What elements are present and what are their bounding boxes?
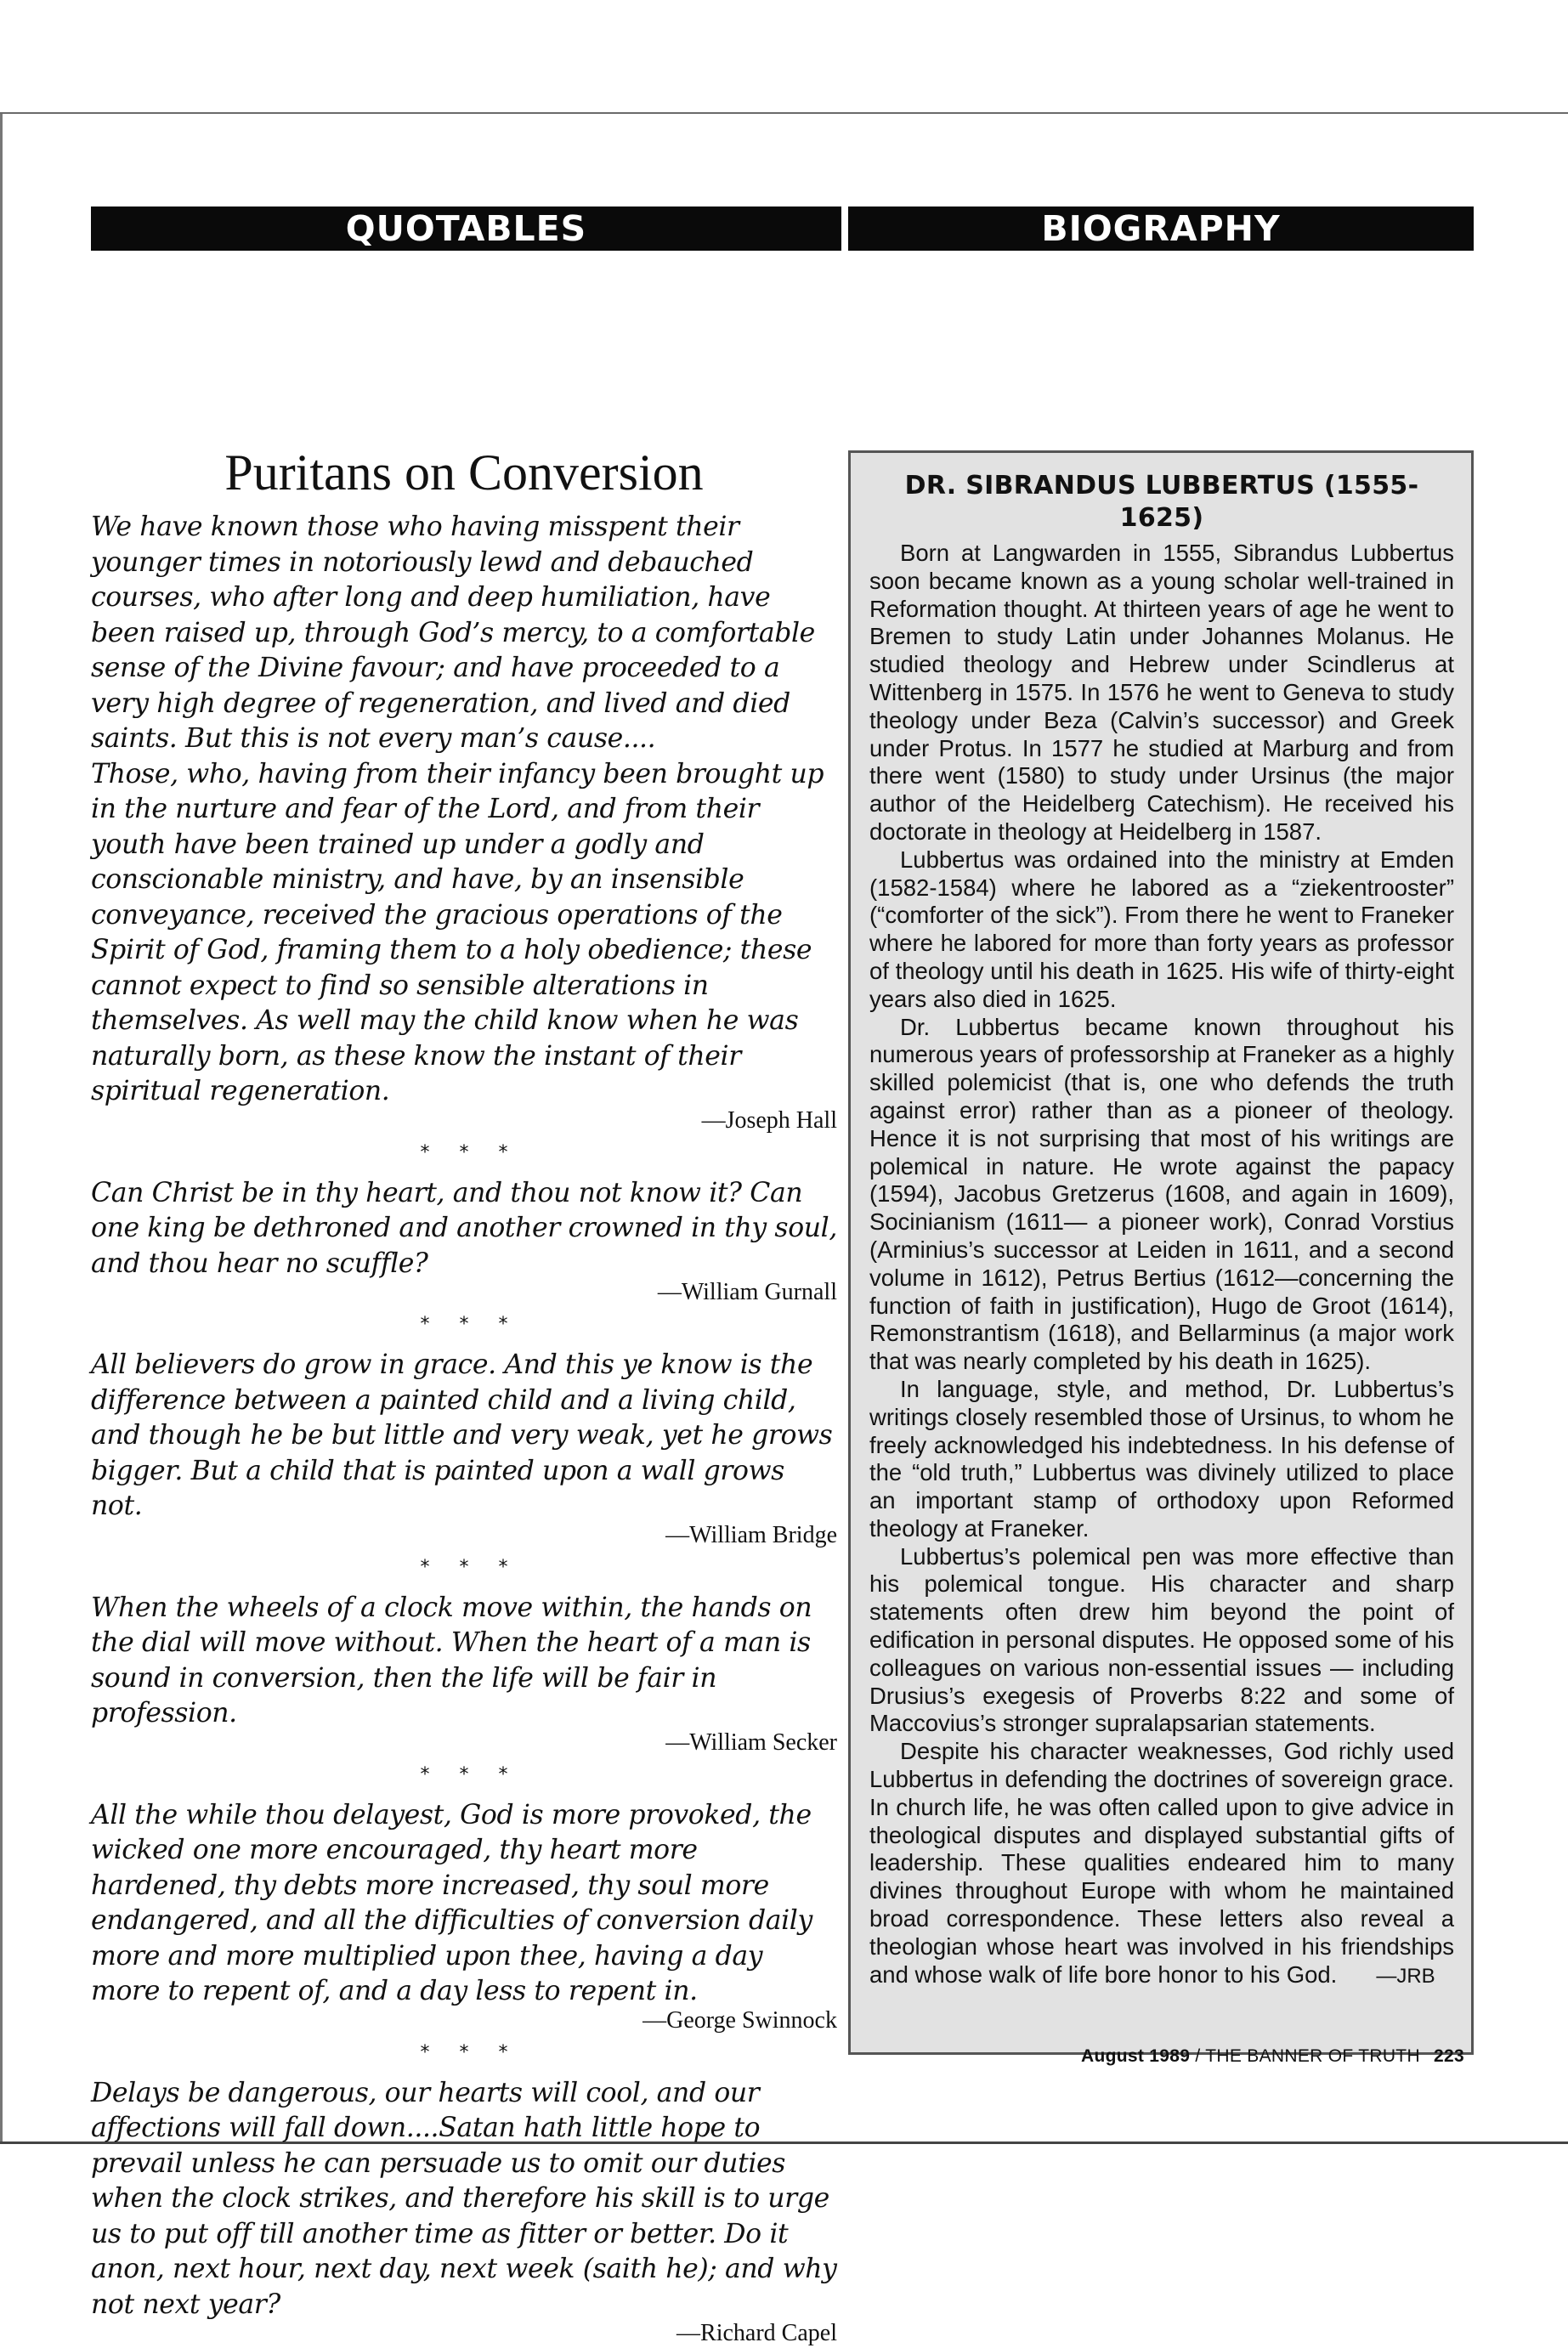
page-footer — [1081, 2046, 1464, 2067]
quotables-title: Puritans on Conversion — [91, 442, 837, 503]
quote-text: We have known those who having misspent their younger times in notoriously lewd and debauched courses, who after long and deep humiliation, have been raised up, through God’s mercy, to a comfortable sense of the Divine favour; and have proceeded to a very high degree of regeneration, and lived and died saints. But this is not every man’s cause.... — [91, 510, 837, 757]
quote-author: —William Secker — [91, 1728, 837, 1757]
issue-date: August 1989 — [1081, 2046, 1190, 2066]
page-edge-top — [0, 112, 1568, 114]
quote-author: —George Swinnock — [91, 2006, 837, 2035]
quote-william-bridge — [91, 1348, 837, 1550]
quote-william-secker — [91, 1591, 837, 1757]
biography-paragraph: Dr. Lubbertus became known throughout his numerous years of professorship at Franeker as a highly skilled polemicist (that is, one who defends the truth against error) rather than as a pioneer of theology. Hence it is not surprising that most of his writings are polemical in nature. He wrote against the papacy (1594), Jacobus Gretzerus (1608, and again in 1609), Socinianism (1611— a pioneer work), Conrad Vorstius (Arminius’s successor at Leiden in 1611, and a second volume in 1612), Petrus Bertius (1612—concerning the function of faith in justification), Hugo de Groot (1614), Remonstrantism (1618), and Bellarminus (a major work that was nearly completed by his death in 1625). — [869, 1014, 1454, 1376]
quote-separator: * * * — [91, 1762, 837, 1788]
biography-paragraph-text: Despite his character weaknesses, God richly used Lubbertus in defending the doctrines of sovereign grace. In church life, he was often called upon to give advice in theological disputes and displayed substantial gifts of leadership. These qualities endeared him to many divines throughout Europe with whom he maintained broad correspondence. These letters also reveal a theologian whose heart was involved in his friendships and whose walk of life bore honor to his God. — [869, 1738, 1454, 1987]
biography-paragraph: Lubbertus was ordained into the ministry at Emden (1582-1584) where he labored as a “ziekentrooster” (“comforter of the sick”). From there he went to Franeker where he labored for more than forty years as professor of theology until his death in 1625. His wife of thirty-eight years also died in 1625. — [869, 846, 1454, 1014]
biography-paragraph: Lubbertus’s polemical pen was more effective than his polemical tongue. His character and sharp statements often drew him beyond the point of edification in personal disputes. He opposed some of his colleagues on various non-essential issues — including Drusius’s exegesis of Proverbs 8:22 and some of Maccovius’s stronger supralapsarian statements. — [869, 1543, 1454, 1739]
page-edge-left — [0, 114, 3, 2141]
quote-separator: * * * — [91, 2040, 837, 2066]
quote-text: Delays be dangerous, our hearts will cool, and our affections will fall down....Satan hath little hope to prevail unless he can persuade us to omit our duties when the clock strikes, and therefore his skill is to urge us to put off till another time as fitter or better. Do it anon, next hour, next day, next week (saith he); and why not next year? — [91, 2076, 837, 2323]
biography-paragraph — [869, 1738, 1454, 1990]
page-number: 223 — [1434, 2046, 1464, 2066]
quote-george-swinnock — [91, 1798, 837, 2035]
quote-richard-capel — [91, 2076, 837, 2348]
quote-separator: * * * — [91, 1555, 837, 1581]
biography-paragraph: Born at Langwarden in 1555, Sibrandus Lubbertus soon became known as a young scholar well-trained in Reformation thought. At thirteen years of age he went to Bremen to study Latin under Johannes Molanus. He studied theology and Hebrew under Scindlerus at Wittenberg in 1575. In 1576 he went to Geneva to study theology under Beza (Calvin’s successor) and Greek under Protus. In 1577 he studied at Marburg and from there went (1580) to study under Ursinus (the major author of the Heidelberg Catechism). He received his doctorate in theology at Heidelberg in 1587. — [869, 540, 1454, 846]
quote-text: All the while thou delayest, God is more provoked, the wicked one more encouraged, thy heart more hardened, thy debts more increased, thy soul more endangered, and all the difficulties of conversion daily more and more multiplied upon thee, having a day more to repent of, and a day less to repent in. — [91, 1798, 837, 2010]
biography-title: DR. SIBRANDUS LUBBERTUS (1555-1625) — [869, 470, 1454, 535]
quotables-section-header: QUOTABLES — [91, 207, 841, 251]
quote-author: —William Bridge — [91, 1521, 837, 1550]
quote-text: Those, who, having from their infancy been brought up in the nurture and fear of the Lord, and from their youth have been trained up under a godly and conscionable ministry, and have, by an insensible conveyance, received the gracious operations of the Spirit of God, framing them to a holy obedience; these cannot expect to find so sensible alterations in themselves. As well may the child know when he was naturally born, as these know the instant of their spiritual regeneration. — [91, 757, 837, 1110]
publication-name: / THE BANNER OF TRUTH — [1195, 2046, 1420, 2066]
quotables-column — [91, 442, 837, 2348]
quote-text: When the wheels of a clock move within, the hands on the dial will move without. When the heart of a man is sound in conversion, then the life will be fair in profession. — [91, 1591, 837, 1732]
quote-text: Can Christ be in thy heart, and thou not know it? Can one king be dethroned and another crowned in thy soul, and thou hear no scuffle? — [91, 1176, 837, 1282]
biography-paragraph: In language, style, and method, Dr. Lubbertus’s writings closely resembled those of Ursinus, to whom he freely acknowledged his indebtedness. In his defense of the “old truth,” Lubbertus was divinely utilized to place an important stamp of orthodoxy upon Reformed theology at Franeker. — [869, 1376, 1454, 1543]
quote-author: —William Gurnall — [91, 1278, 837, 1307]
quote-separator: * * * — [91, 1312, 837, 1338]
author-signature: —JRB — [1376, 1965, 1435, 1988]
quote-separator: * * * — [91, 1140, 837, 1166]
quote-text: All believers do grow in grace. And this ye know is the difference between a painted child and a living child, and though he be but little and very weak, yet he grows bigger. But a child that is painted upon a wall grows not. — [91, 1348, 837, 1525]
quote-author: —Richard Capel — [91, 2319, 837, 2348]
biography-section-header: BIOGRAPHY — [848, 207, 1474, 251]
quote-william-gurnall — [91, 1176, 837, 1308]
quote-author: —Joseph Hall — [91, 1106, 837, 1135]
quote-joseph-hall — [91, 510, 837, 1135]
biography-box — [848, 450, 1474, 2055]
